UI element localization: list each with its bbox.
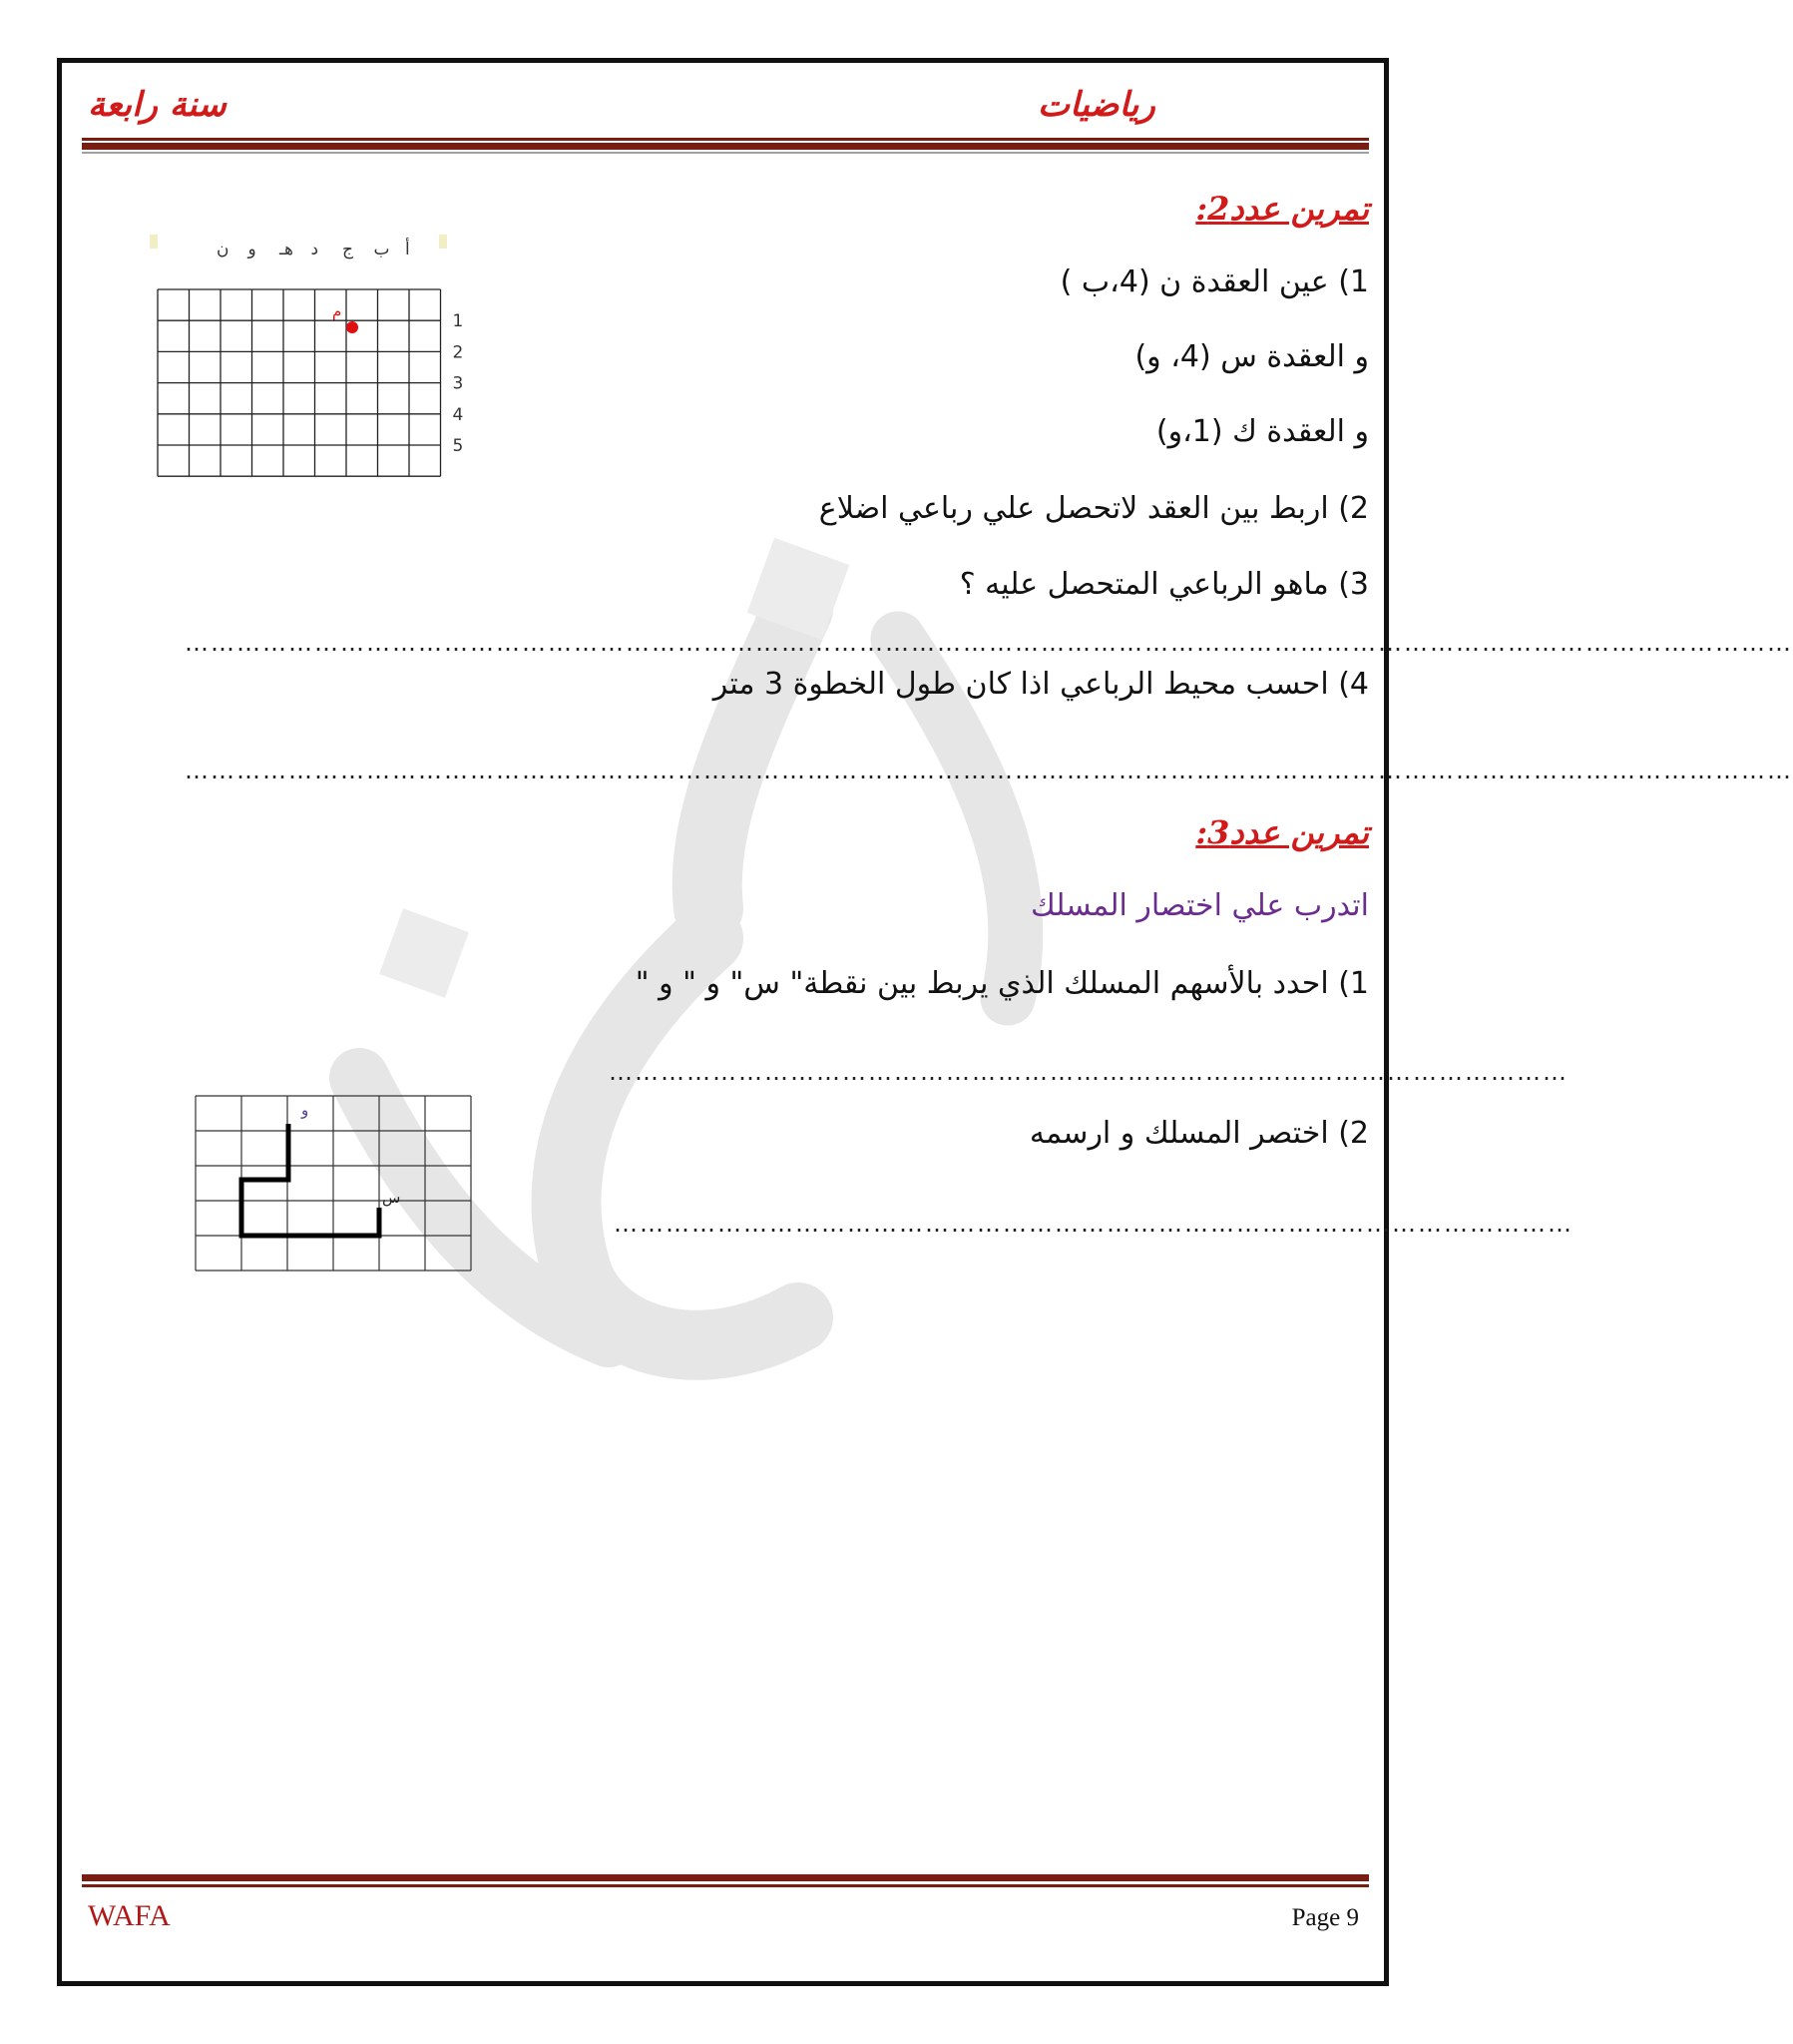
- header-rule-main: [82, 143, 1369, 150]
- header-rule-bottom: [82, 152, 1369, 154]
- grid-row-label: 4: [452, 404, 464, 425]
- exercise2-line-5: 3) ماهو الرباعي المتحصل عليه ؟: [959, 567, 1369, 602]
- grid-column-label: هـ: [279, 240, 293, 259]
- end-label: و: [301, 1101, 309, 1119]
- exercise3-line-2: 2) اختصر المسلك و ارسمه: [1029, 1116, 1369, 1151]
- grid-row-label: 5: [452, 436, 464, 456]
- answer-line-2[interactable]: ……………………………………………………………………………………………………………………………………………………………………: [185, 757, 1793, 784]
- footer-author: WAFA: [88, 1899, 171, 1932]
- exercise2-line-2: و العقدة س (4، و): [1134, 339, 1369, 374]
- exercise2-line-6: 4) احسب محيط الرباعي اذا كان طول الخطوة 3 متر: [712, 667, 1369, 702]
- level-title: سنة رابعة: [88, 85, 226, 125]
- grid-column-label: د: [310, 240, 319, 259]
- path-grid: [195, 1090, 474, 1270]
- path-line: [241, 1124, 379, 1236]
- grid-column-label: و: [247, 240, 256, 259]
- grid-column-label: ن: [217, 240, 229, 259]
- exercise3-title: تمرين عدد3:: [1195, 813, 1369, 851]
- footer-rule-main: [82, 1874, 1369, 1881]
- grid-column-label: ب: [373, 240, 390, 259]
- point-m: [346, 321, 358, 333]
- grid-column-label: أ: [405, 240, 410, 259]
- coordinate-grid: [150, 235, 464, 524]
- header-rule-top: [82, 138, 1369, 141]
- subject-title: رياضيات: [1038, 85, 1155, 125]
- answer-line-4[interactable]: …………………………………………………………………………………………………: [614, 1210, 1573, 1238]
- exercise2-line-3: و العقدة ك (1،و): [1155, 414, 1369, 449]
- exercise2-line-1: 1) عين العقدة ن (4،ب ): [1060, 264, 1369, 299]
- answer-line-1[interactable]: ……………………………………………………………………………………………………………………………………………………………………: [185, 629, 1793, 657]
- grid-column-label: ج: [342, 240, 353, 259]
- exercise3-subtitle: اتدرب علي اختصار المسلك: [1031, 888, 1369, 923]
- start-label: س: [382, 1189, 401, 1207]
- grid-row-label: 2: [452, 342, 464, 363]
- page-number: Page 9: [1291, 1904, 1359, 1931]
- answer-line-3[interactable]: …………………………………………………………………………………………………: [609, 1058, 1569, 1086]
- exercise2-title: تمرين عدد2:: [1195, 190, 1369, 228]
- grid-row-label: 3: [452, 373, 464, 394]
- exercise2-line-4: 2) اربط بين العقد لاتحصل علي رباعي اضلاع: [818, 491, 1369, 526]
- exercise3-line-1: 1) احدد بالأسهم المسلك الذي يربط بين نقطة" س" و " و ": [635, 966, 1369, 1001]
- grid-row-label: 1: [452, 311, 464, 332]
- footer-rule-thin: [82, 1884, 1369, 1887]
- point-m-label: م: [332, 302, 342, 320]
